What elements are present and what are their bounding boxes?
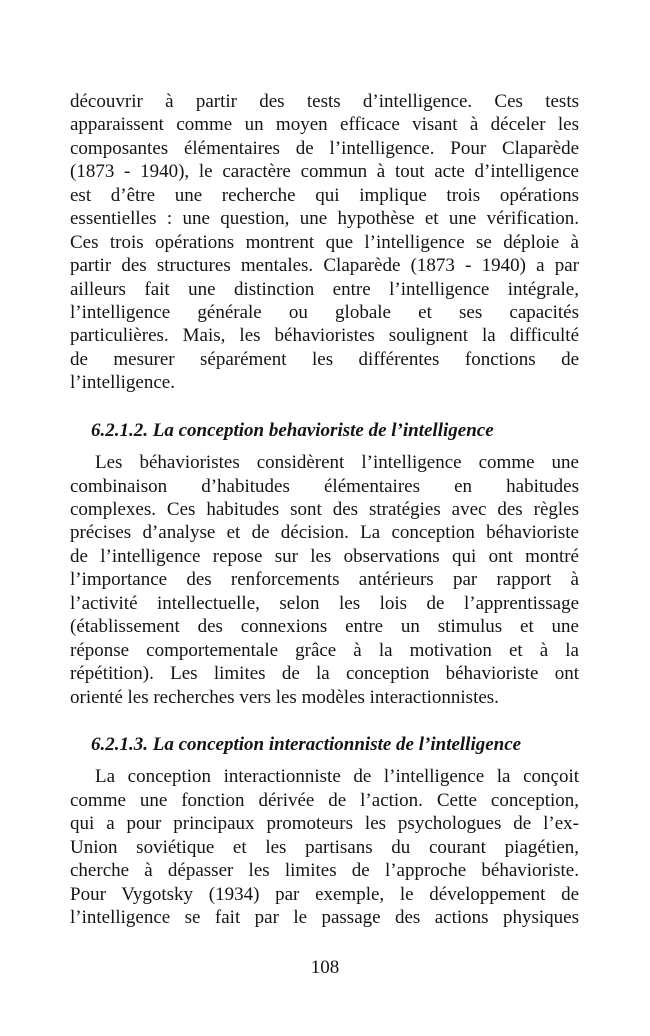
text-line: de l’intelligence repose sur les observations qui ont montré xyxy=(70,545,579,567)
paragraph-interactionniste xyxy=(70,765,579,929)
text-column xyxy=(70,90,579,929)
text-line: découvrir à partir des tests d’intelligence. Ces tests xyxy=(70,91,579,112)
text-line: Union soviétique et les partisans du courant piagétien, xyxy=(70,836,579,858)
text-line: l’intelligence. xyxy=(70,372,175,394)
text-line: l’activité intellectuelle, selon les lois de l’apprentissage xyxy=(70,592,579,614)
text-line: partir des structures mentales. Claparède (1873 - 1940) a par xyxy=(70,255,579,277)
text-line: (établissement des connexions entre un stimulus et une xyxy=(70,616,579,638)
text-line: l’importance des renforcements antérieurs par rapport à xyxy=(70,569,579,591)
page-number: 108 xyxy=(310,957,340,978)
paragraph-behavioriste xyxy=(70,451,579,709)
text-line: répétition). Les limites de la conception béhavioriste ont xyxy=(70,663,579,685)
text-line: comme une fonction dérivée de l’action. Cette conception, xyxy=(70,789,579,811)
section-heading-6-2-1-3: 6.2.1.3. La conception interactionniste de l’intelligence xyxy=(91,733,522,755)
text-line: essentielles : une question, une hypothèse et une vérification. xyxy=(70,208,579,230)
text-line: Les béhavioristes considèrent l’intelligence comme une xyxy=(95,452,579,474)
text-line: de mesurer séparément les différentes fonctions de xyxy=(70,348,579,370)
text-line: (1873 - 1940), le caractère commun à tout acte d’intelligence xyxy=(70,161,579,183)
section-heading-6-2-1-2: 6.2.1.2. La conception behavioriste de l’intelligence xyxy=(91,419,494,441)
text-line: particulières. Mais, les béhavioristes soulignent la difficulté xyxy=(70,325,579,347)
text-line: combinaison d’habitudes élémentaires en habitudes xyxy=(70,475,579,497)
text-line: complexes. Ces habitudes sont des stratégies avec des règles xyxy=(70,499,579,521)
text-line: apparaissent comme un moyen efficace visant à déceler les xyxy=(70,114,579,136)
text-line: l’intelligence générale ou globale et ses capacités xyxy=(70,301,579,323)
text-line: cherche à dépasser les limites de l’approche béhavioriste. xyxy=(70,860,579,882)
text-line: Pour Vygotsky (1934) par exemple, le développement de xyxy=(70,883,579,905)
text-line: ailleurs fait une distinction entre l’intelligence intégrale, xyxy=(70,278,579,300)
text-line: l’intelligence se fait par le passage des actions physiques xyxy=(70,907,579,929)
text-line: est d’être une recherche qui implique trois opérations xyxy=(70,184,579,206)
text-line: qui a pour principaux promoteurs les psychologues de l’ex- xyxy=(70,813,579,835)
text-line: La conception interactionniste de l’intelligence la conçoit xyxy=(95,766,579,788)
text-line: composantes élémentaires de l’intelligence. Pour Claparède xyxy=(70,137,579,159)
text-line: orienté les recherches vers les modèles interactionnistes. xyxy=(70,686,499,708)
text-line: précises d’analyse et de décision. La conception béhavioriste xyxy=(70,522,579,544)
text-line: réponse comportementale grâce à la motivation et à la xyxy=(70,639,579,661)
text-line: Ces trois opérations montrent que l’intelligence se déploie à xyxy=(70,231,579,253)
paragraph-tests-intelligence xyxy=(70,90,579,395)
